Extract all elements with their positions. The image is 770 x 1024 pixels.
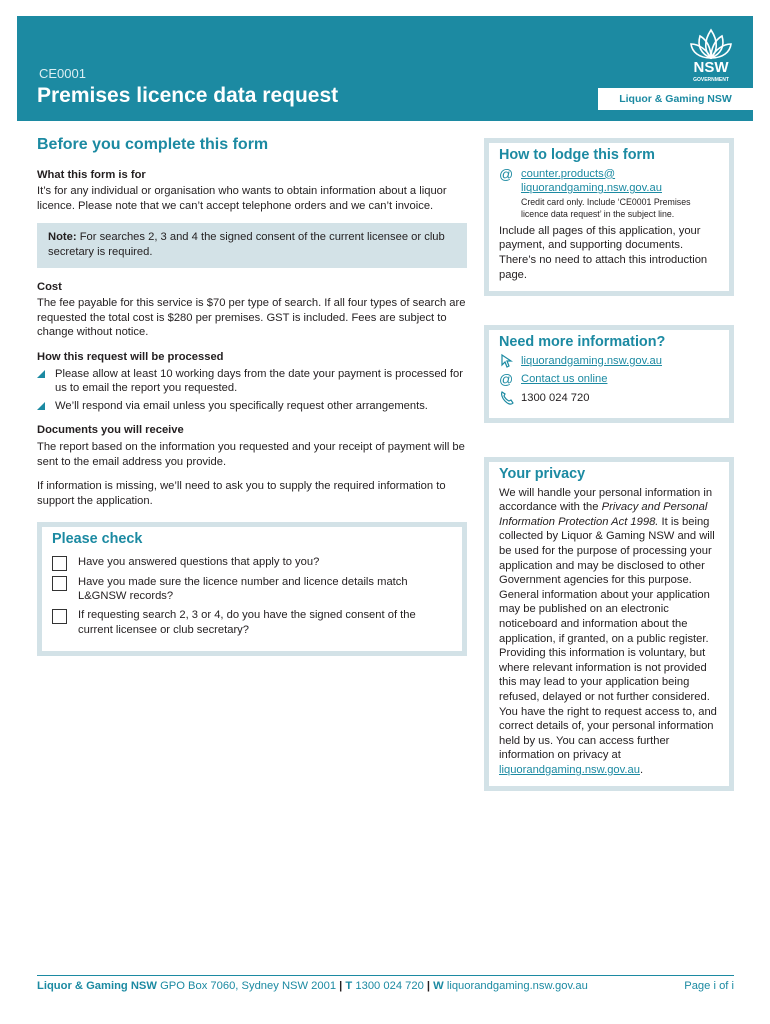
intro-heading: Before you complete this form [37,136,269,153]
footer-website: liquorandgaming.nsw.gov.au [446,980,588,992]
lodge-text: Include all pages of this application, your payment, and supporting documents. There’s no need to attach this introduction page. [499,224,708,281]
mouse-pointer-icon [499,353,517,369]
cost-heading: Cost [37,280,62,293]
contact-link[interactable]: Contact us online [521,373,608,386]
note-box [37,223,467,267]
privacy-act-name: Privacy and Personal Information Protection Act 1998. [499,501,708,528]
more-info-title: Need more information? [499,334,666,350]
footer-phone-label: T [345,980,353,992]
footer-separator: | [339,980,343,992]
check-item: Have you made sure the licence number and licence details match L&GNSW records? [52,575,451,604]
docs-text-1: The report based on the information you requested and your receipt of payment will be sent to the email address you provide. [37,440,465,468]
what-heading: What this form is for [37,168,146,181]
more-info-box [484,325,734,423]
please-check-box [37,522,467,656]
at-icon: @ [499,371,514,388]
triangle-bullet-icon [37,370,45,378]
checkbox[interactable] [52,576,67,591]
privacy-title: Your privacy [499,466,586,482]
footer-address: GPO Box 7060, Sydney NSW 2001 [160,980,337,992]
privacy-text: We will handle your personal information in accordance with the Privacy and Personal Information Protection Act 1998. It is being collected by Liquor & Gaming NSW and will be used for the purpose of processing your application and may be disclosed to other Government agencies for this purpose. General information about your application may be published on an electronic noticeboard and information about the application, if granted, on a public register. Providing this information is voluntary, but where relevant information is not provided this may lead to your application being refused, delayed or not further considered. You have the right to request access to, and correct details of, your personal information held by us. You can access further information on privacy at liquorandgaming.nsw.gov.au. [499,486,717,776]
website-link[interactable]: liquorandgaming.nsw.gov.au [521,354,662,367]
process-list [37,367,467,414]
note-text: For searches 2, 3 and 4 the signed consent of the current licensee or club secretary is required. [48,231,445,258]
triangle-bullet-icon [37,402,45,410]
website-row [499,354,719,369]
page-title: Premises licence data request [37,84,339,107]
check-item: Have you answered questions that apply to you? [52,555,451,571]
note-label: Note: [48,231,77,244]
waratah-icon [685,26,737,60]
brand-tag: Liquor & Gaming NSW [598,88,753,110]
logo-text: NSW [693,59,729,76]
form-code: CE0001 [39,66,86,81]
page-number: Page i of i [684,980,734,992]
checkbox[interactable] [52,556,67,571]
check-item: If requesting search 2, 3 or 4, do you have the signed consent of the current licensee or club secretary? [52,608,451,637]
intro-column [37,138,467,656]
docs-text-2: If information is missing, we’ll need to ask you to supply the required information to support the application. [37,480,446,507]
footer-phone: 1300 024 720 [355,980,424,992]
docs-heading: Documents you will receive [37,424,184,437]
at-icon: @ [499,165,514,182]
lodge-title: How to lodge this form [499,147,655,163]
checkbox[interactable] [52,609,67,624]
phone-number: 1300 024 720 [521,391,590,404]
list-item: We’ll respond via email unless you specifically request other arrangements. [37,399,467,414]
privacy-box [484,457,734,791]
lodge-box [484,138,734,296]
nsw-government-logo [685,26,737,86]
list-item: Please allow at least 10 working days from the date your payment is processed for us to email the report you requested. [37,367,467,396]
logo-subtext: GOVERNMENT [693,77,729,83]
email-link[interactable]: counter.products@ liquorandgaming.nsw.gov.au [521,167,662,195]
contact-row [499,372,719,387]
please-check-title: Please check [52,531,143,548]
email-note: Credit card only. Include ‘CE0001 Premises licence data request’ in the subject line. [521,196,691,219]
cost-text: The fee payable for this service is $70 per type of search. If all four types of search are requested the total cost is $280 per premises. GST is included. Fees are subject to change without notice. [37,297,466,339]
privacy-link[interactable]: liquorandgaming.nsw.gov.au [499,763,640,776]
process-heading: How this request will be processed [37,350,224,363]
footer-separator: | [426,980,431,992]
lodge-email [499,167,719,220]
footer [37,980,734,992]
phone-row [499,391,719,406]
footer-divider [37,975,734,976]
what-text: It’s for any individual or organisation who wants to obtain information about a liquor licence. Please note that we can’t accept telephone orders and we can’t invoice. [37,185,447,212]
footer-web-label: W [433,980,444,992]
header-banner [17,16,753,121]
footer-org: Liquor & Gaming NSW [37,980,157,992]
phone-icon [499,390,517,406]
